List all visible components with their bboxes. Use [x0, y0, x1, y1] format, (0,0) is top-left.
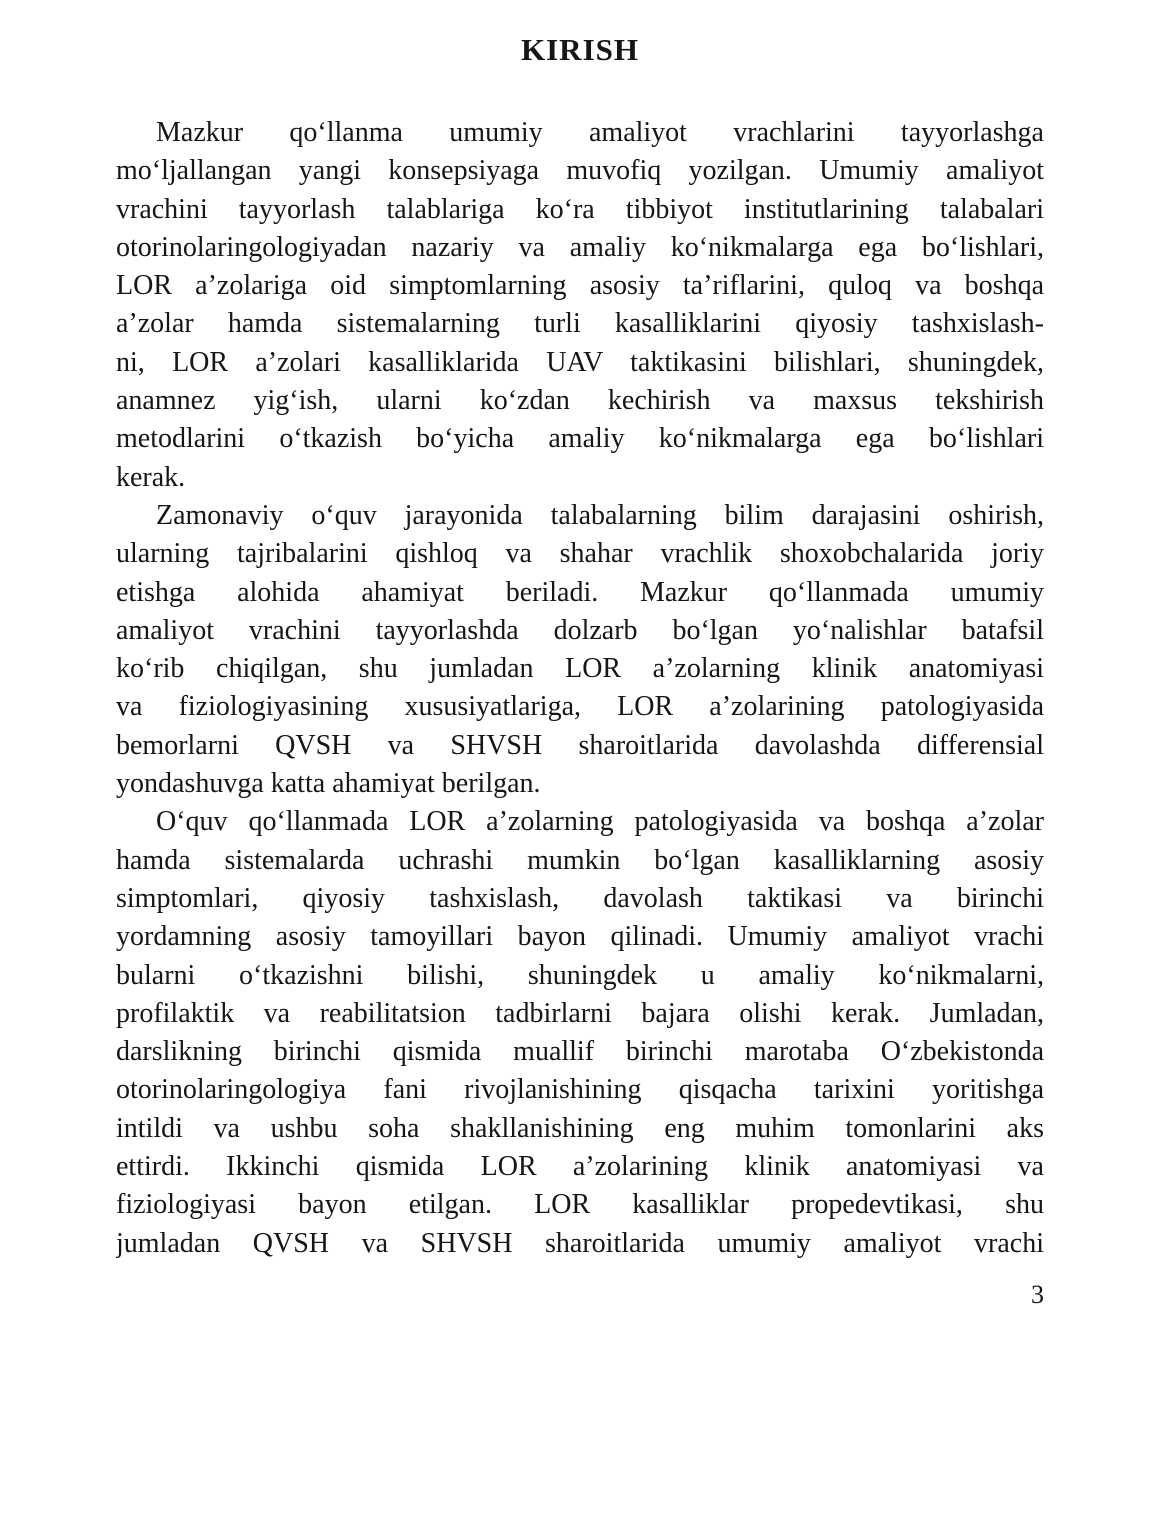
text-line: hamda sistemalarda uchrashi mumkin bo‘lgan kasalliklarning asosiy [116, 844, 1044, 876]
text-line: O‘quv qo‘llanmada LOR a’zolarning patologiyasida va boshqa a’zolar [156, 806, 1044, 838]
text-line: a’zolar hamda sistemalarning turli kasalliklarini qiyosiy tashxislash- [116, 308, 1044, 340]
text-line: ko‘rib chiqilgan, shu jumladan LOR a’zolarning klinik anatomiyasi [116, 653, 1044, 685]
text-line: bemorlarni QVSH va SHVSH sharoitlarida davolashda differensial [116, 729, 1044, 761]
paragraph [116, 497, 1044, 803]
text-line: amaliyot vrachini tayyorlashda dolzarb bo‘lgan yo‘nalishlar batafsil [116, 614, 1044, 646]
paragraph [116, 803, 1044, 1263]
page-heading: KIRISH [521, 32, 639, 67]
text-line: Zamonaviy o‘quv jarayonida talabalarning bilim darajasini oshirish, [156, 499, 1044, 531]
text-line: anamnez yig‘ish, ularni ko‘zdan kechirish va maxsus tekshirish [116, 385, 1044, 417]
text-line: etishga alohida ahamiyat beriladi. Mazkur qo‘llanmada umumiy [116, 576, 1044, 608]
text-line: yondashuvga katta ahamiyat berilgan. [116, 768, 541, 800]
text-line: otorinolaringologiyadan nazariy va amaliy ko‘nikmalarga ega bo‘lishlari, [116, 231, 1044, 263]
text-line: vrachini tayyorlash talablariga ko‘ra tibbiyot institutlarining talabalari [116, 193, 1044, 225]
text-line: intildi va ushbu soha shakllanishining eng muhim tomonlarini aks [116, 1112, 1044, 1144]
text-line: metodlarini o‘tkazish bo‘yicha amaliy ko‘nikmalarga ega bo‘lishlari [116, 423, 1044, 455]
text-line: darslikning birinchi qismida muallif birinchi marotaba O‘zbekistonda [116, 1036, 1044, 1068]
text-line: ni, LOR a’zolari kasalliklarida UAV taktikasini bilishlari, shuningdek, [116, 346, 1044, 378]
text-line: LOR a’zolariga oid simptomlarning asosiy ta’riflarini, quloq va boshqa [116, 270, 1044, 302]
body-text [116, 114, 1044, 1263]
text-line: ularning tajribalarini qishloq va shahar vrachlik shoxobchalarida joriy [116, 538, 1044, 570]
text-line: va fiziologiyasining xususiyatlariga, LOR a’zolarining patologiyasida [116, 691, 1044, 723]
text-line: fiziologiyasi bayon etilgan. LOR kasalliklar propedevtikasi, shu [116, 1189, 1044, 1221]
text-line: jumladan QVSH va SHVSH sharoitlarida umumiy amaliyot vrachi [116, 1227, 1044, 1259]
text-line: mo‘ljallangan yangi konsepsiyaga muvofiq yozilgan. Umumiy amaliyot [116, 155, 1044, 187]
page-number: 3 [1031, 1280, 1044, 1309]
text-line: profilaktik va reabilitatsion tadbirlarni bajara olishi kerak. Jumladan, [116, 997, 1044, 1029]
text-line: kerak. [116, 461, 186, 493]
text-line: yordamning asosiy tamoyillari bayon qilinadi. Umumiy amaliyot vrachi [116, 921, 1044, 953]
text-line: ettirdi. Ikkinchi qismida LOR a’zolarining klinik anatomiyasi va [116, 1151, 1044, 1183]
text-line: simptomlari, qiyosiy tashxislash, davolash taktikasi va birinchi [116, 882, 1044, 914]
paragraph [116, 114, 1044, 497]
text-line: Mazkur qo‘llanma umumiy amaliyot vrachlarini tayyorlashga [156, 117, 1044, 148]
text-line: otorinolaringologiya fani rivojlanishining qisqacha tarixini yoritishga [116, 1074, 1044, 1106]
text-line: bularni o‘tkazishni bilishi, shuningdek u amaliy ko‘nikmalarni, [116, 959, 1044, 991]
